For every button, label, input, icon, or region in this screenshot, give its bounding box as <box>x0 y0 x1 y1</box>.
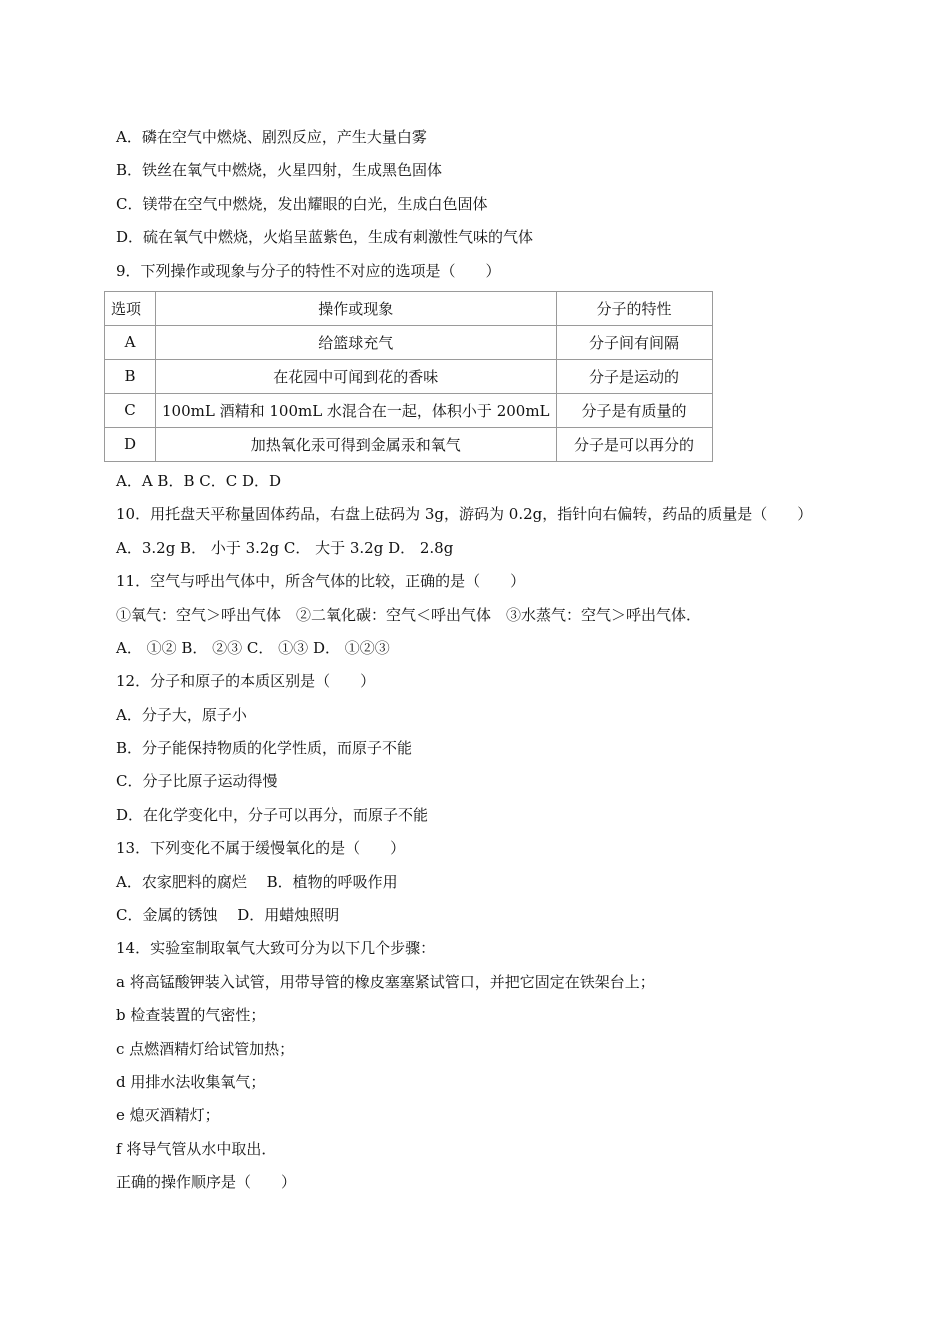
q8-option-d: D．硫在氧气中燃烧，火焰呈蓝紫色，生成有刺激性气味的气体 <box>116 228 534 247</box>
q12-option-a: A．分子大，原子小 <box>116 705 247 724</box>
q12-option-d: D．在化学变化中，分子可以再分，而原子不能 <box>116 805 429 824</box>
row-d-label: D <box>105 427 156 461</box>
q11-items: ①氧气：空气＞呼出气体 ②二氧化碳：空气＜呼出气体 ③水蒸气：空气＞呼出气体． <box>116 605 702 624</box>
header-operation: 操作或现象 <box>156 291 557 325</box>
q12-option-b: B．分子能保持物质的化学性质，而原子不能 <box>116 739 413 758</box>
q8-option-c: C．镁带在空气中燃烧，发出耀眼的白光，生成白色固体 <box>116 194 488 213</box>
table-header-row <box>105 291 713 325</box>
q13-options-row2: C．金属的锈蚀 D．用蜡烛照明 <box>116 906 340 925</box>
q14-step-d: d 用排水法收集氧气； <box>116 1072 266 1091</box>
q14-step-b: b 检查装置的气密性； <box>116 1006 266 1025</box>
q10-answers: A．3.2g B． 小于 3.2g C． 大于 3.2g D． 2.8g <box>116 538 454 557</box>
table-row <box>105 325 713 359</box>
q9-options-table <box>104 291 713 462</box>
q9-table-wrapper <box>104 291 836 462</box>
row-a-property: 分子间有间隔 <box>556 325 712 359</box>
q13-stem: 13．下列变化不属于缓慢氧化的是（ ） <box>116 839 406 858</box>
table-row <box>105 393 713 427</box>
q12-option-c: C．分子比原子运动得慢 <box>116 772 278 791</box>
row-b-property: 分子是运动的 <box>556 359 712 393</box>
q9-answers: A．A B．B C．C D．D <box>116 471 282 490</box>
row-c-operation: 100mL 酒精和 100mL 水混合在一起，体积小于 200mL <box>156 393 557 427</box>
q14-stem: 14．实验室制取氧气大致可分为以下几个步骤： <box>116 939 436 958</box>
q14-step-a: a 将高锰酸钾装入试管，用带导管的橡皮塞塞紧试管口，并把它固定在铁架台上； <box>116 972 655 991</box>
q14-step-c: c 点燃酒精灯给试管加热； <box>116 1039 295 1058</box>
q8-option-b: B．铁丝在氧气中燃烧，火星四射，生成黑色固体 <box>116 161 443 180</box>
exam-page <box>111 124 836 1203</box>
q14-step-e: e 熄灭酒精灯； <box>116 1106 220 1125</box>
row-c-property: 分子是有质量的 <box>556 393 712 427</box>
q11-stem: 11．空气与呼出气体中，所含气体的比较，正确的是（ ） <box>116 572 526 591</box>
table-row <box>105 427 713 461</box>
row-c-label: C <box>105 393 156 427</box>
row-b-label: B <box>105 359 156 393</box>
header-option: 选项 <box>105 291 156 325</box>
row-b-operation: 在花园中可闻到花的香味 <box>156 359 557 393</box>
row-d-property: 分子是可以再分的 <box>556 427 712 461</box>
q14-step-f: f 将导气管从水中取出． <box>116 1139 277 1158</box>
q9-stem: 9．下列操作或现象与分子的特性不对应的选项是（ ） <box>116 261 501 280</box>
q13-options-row1: A．农家肥料的腐烂 B．植物的呼吸作用 <box>116 872 398 891</box>
table-row <box>105 359 713 393</box>
row-a-operation: 给篮球充气 <box>156 325 557 359</box>
row-a-label: A <box>105 325 156 359</box>
q10-stem: 10．用托盘天平称量固体药品，右盘上砝码为 3g，游码为 0.2g，指针向右偏转，药品的质量是（ ） <box>116 505 813 524</box>
q14-prompt: 正确的操作顺序是（ ） <box>116 1173 297 1192</box>
header-property: 分子的特性 <box>556 291 712 325</box>
q8-option-a: A．磷在空气中燃烧、剧烈反应，产生大量白雾 <box>116 128 427 146</box>
q11-answers: A． ①② B． ②③ C． ①③ D． ①②③ <box>116 638 390 657</box>
q12-stem: 12．分子和原子的本质区别是（ ） <box>116 672 376 691</box>
row-d-operation: 加热氧化汞可得到金属汞和氧气 <box>156 427 557 461</box>
